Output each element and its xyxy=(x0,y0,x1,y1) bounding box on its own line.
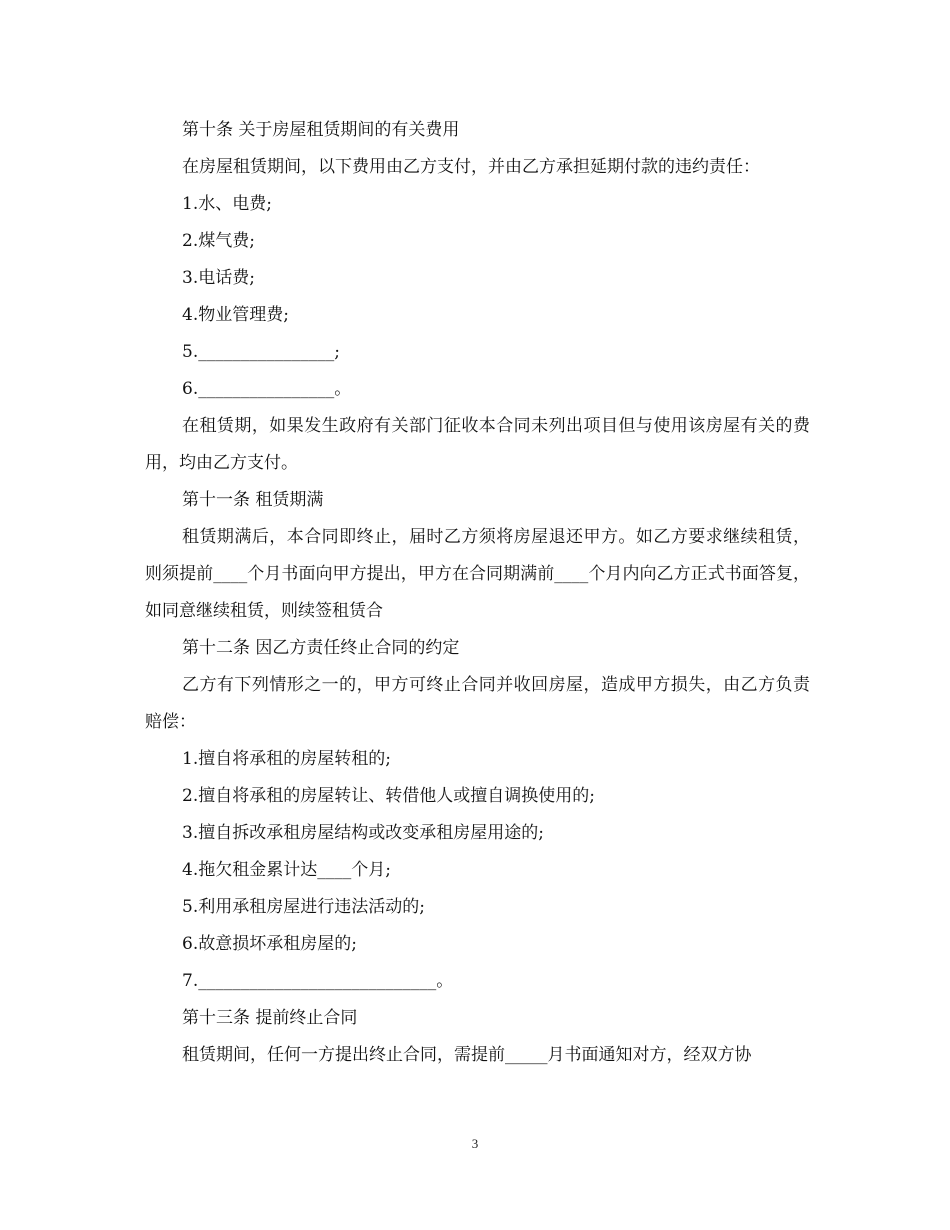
paragraph: 租赁期间，任何一方提出终止合同，需提前_____月书面通知对方，经双方协 xyxy=(182,1045,752,1065)
list-item: 4.拖欠租金累计达____个月; xyxy=(182,860,391,880)
list-item: 1.水、电费; xyxy=(182,194,272,214)
list-item: 4.物业管理费; xyxy=(182,305,289,325)
paragraph: 在租赁期，如果发生政府有关部门征收本合同未列出项目但与使用该房屋有关的费用，均由乙方支付。 xyxy=(145,416,810,473)
list-item: 2.擅自将承租的房屋转让、转借他人或擅自调换使用的; xyxy=(182,786,595,806)
page-number: 3 xyxy=(471,1136,479,1151)
list-item-blank: 7.____________________________。 xyxy=(182,971,454,991)
list-item-blank: 6.________________。 xyxy=(182,379,352,399)
list-item: 5.利用承租房屋进行违法活动的; xyxy=(182,897,425,917)
article-11-heading: 第十一条 租赁期满 xyxy=(182,490,324,510)
article-12-heading: 第十二条 因乙方责任终止合同的约定 xyxy=(182,638,460,658)
document-body xyxy=(145,112,810,1074)
article-10-heading: 第十条 关于房屋租赁期间的有关费用 xyxy=(182,120,460,140)
paragraph: 在房屋租赁期间，以下费用由乙方支付，并由乙方承担延期付款的违约责任： xyxy=(182,157,760,177)
list-item: 1.擅自将承租的房屋转租的; xyxy=(182,749,391,769)
paragraph: 乙方有下列情形之一的，甲方可终止合同并收回房屋，造成甲方损失，由乙方负责赔偿： xyxy=(145,675,810,732)
list-item: 3.擅自拆改承租房屋结构或改变承租房屋用途的; xyxy=(182,823,544,843)
paragraph: 租赁期满后，本合同即终止，届时乙方须将房屋退还甲方。如乙方要求继续租赁，则须提前____个月书面向甲方提出，甲方在合同期满前____个月内向乙方正式书面答复，如同意继续租赁，则续签租赁合 xyxy=(145,527,810,621)
article-13-heading: 第十三条 提前终止合同 xyxy=(182,1008,358,1028)
list-item: 2.煤气费; xyxy=(182,231,255,251)
list-item: 6.故意损坏承租房屋的; xyxy=(182,934,357,954)
list-item: 3.电话费; xyxy=(182,268,255,288)
list-item-blank: 5.________________; xyxy=(182,342,340,362)
